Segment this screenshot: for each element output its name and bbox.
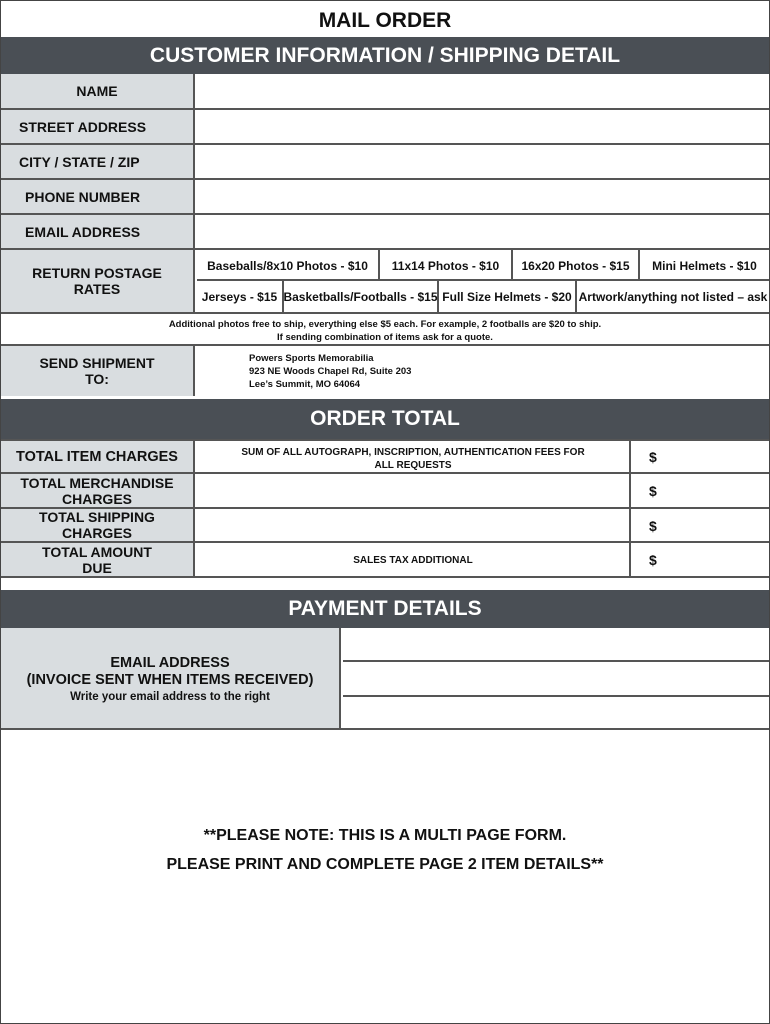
payment-hint: Write your email address to the right — [70, 691, 270, 703]
postage-rate: 16x20 Photos - $15 — [513, 250, 640, 281]
email-row — [1, 215, 769, 250]
name-row — [1, 74, 769, 110]
total-label: TOTAL AMOUNT DUE — [1, 543, 195, 576]
currency-symbol: $ — [649, 449, 657, 465]
payment-label-line-2: (INVOICE SENT WHEN ITEMS RECEIVED) — [26, 672, 314, 688]
postage-rate: 11x14 Photos - $10 — [380, 250, 513, 281]
postage-rate: Basketballs/Footballs - $15 — [284, 281, 439, 312]
city-label: CITY / STATE / ZIP — [1, 145, 195, 178]
total-row — [1, 543, 769, 578]
payment-label-line-1: EMAIL ADDRESS — [110, 655, 230, 671]
section-header-customer: CUSTOMER INFORMATION / SHIPPING DETAIL — [1, 37, 769, 74]
city-row — [1, 145, 769, 180]
total-description — [197, 474, 631, 507]
payment-block — [1, 628, 769, 730]
total-amount-field[interactable] — [633, 509, 769, 541]
email-label: EMAIL ADDRESS — [1, 215, 195, 248]
address-line-2: 923 NE Woods Chapel Rd, Suite 203 — [249, 366, 412, 377]
postage-row-1 — [197, 250, 769, 281]
total-amount-field[interactable] — [633, 543, 769, 576]
postage-row — [1, 250, 769, 314]
total-row — [1, 509, 769, 543]
total-amount-field[interactable] — [633, 474, 769, 507]
page-title: MAIL ORDER — [318, 9, 452, 32]
name-label: NAME — [1, 74, 195, 108]
section-header-payment: PAYMENT DETAILS — [1, 590, 769, 628]
phone-row — [1, 180, 769, 215]
name-field[interactable] — [197, 74, 769, 108]
total-description — [197, 543, 631, 576]
total-description-text: SALES TAX ADDITIONAL — [353, 555, 473, 566]
postage-rate: Baseballs/8x10 Photos - $10 — [197, 250, 380, 281]
city-field[interactable] — [197, 145, 769, 178]
postage-row-2 — [197, 281, 769, 312]
total-label: TOTAL SHIPPING CHARGES — [1, 509, 195, 541]
phone-field[interactable] — [197, 180, 769, 213]
postage-rate: Full Size Helmets - $20 — [439, 281, 577, 312]
payment-email-line-1[interactable] — [343, 628, 769, 662]
total-amount-field[interactable] — [633, 441, 769, 472]
section-header-order-total: ORDER TOTAL — [1, 399, 769, 439]
postage-note-line-1: Additional photos free to ship, everything else $5 each. For example, 2 footballs are $20 to ship. — [168, 319, 602, 330]
email-field[interactable] — [197, 215, 769, 248]
multi-page-notice-line-2: PLEASE PRINT AND COMPLETE PAGE 2 ITEM DETAILS** — [166, 856, 604, 873]
street-label: STREET ADDRESS — [1, 110, 195, 143]
payment-label — [1, 628, 341, 728]
total-description — [197, 441, 631, 472]
postage-rate: Jerseys - $15 — [197, 281, 284, 312]
postage-rate: Artwork/anything not listed – ask — [578, 289, 768, 304]
postage-note — [1, 314, 769, 346]
postage-note-line-2: If sending combination of items ask for a quote. — [277, 332, 493, 343]
total-row — [1, 439, 769, 474]
send-to-row — [1, 346, 769, 396]
payment-email-line-2[interactable] — [343, 662, 769, 697]
total-row — [1, 474, 769, 509]
postage-grid — [197, 250, 769, 312]
currency-symbol: $ — [649, 483, 657, 499]
total-label: TOTAL ITEM CHARGES — [1, 441, 195, 472]
multi-page-notice-line-1: **PLEASE NOTE: THIS IS A MULTI PAGE FORM. — [203, 827, 567, 844]
total-description — [197, 509, 631, 541]
phone-label: PHONE NUMBER — [1, 180, 195, 213]
total-description-text: SUM OF ALL AUTOGRAPH, INSCRIPTION, AUTHENTICATION FEES FOR ALL REQUESTS — [241, 447, 585, 471]
total-label: TOTAL MERCHANDISE CHARGES — [1, 474, 195, 507]
postage-rate: Mini Helmets - $10 — [652, 258, 757, 273]
send-to-label: SEND SHIPMENT TO: — [1, 346, 195, 396]
payment-email-line-3[interactable] — [343, 697, 769, 728]
currency-symbol: $ — [649, 552, 657, 568]
currency-symbol: $ — [649, 518, 657, 534]
street-field[interactable] — [197, 110, 769, 143]
send-to-address — [197, 346, 769, 396]
street-row — [1, 110, 769, 145]
address-line-3: Lee’s Summit, MO 64064 — [249, 379, 361, 390]
postage-label: RETURN POSTAGE RATES — [1, 250, 195, 312]
address-line-1: Powers Sports Memorabilia — [249, 353, 374, 364]
